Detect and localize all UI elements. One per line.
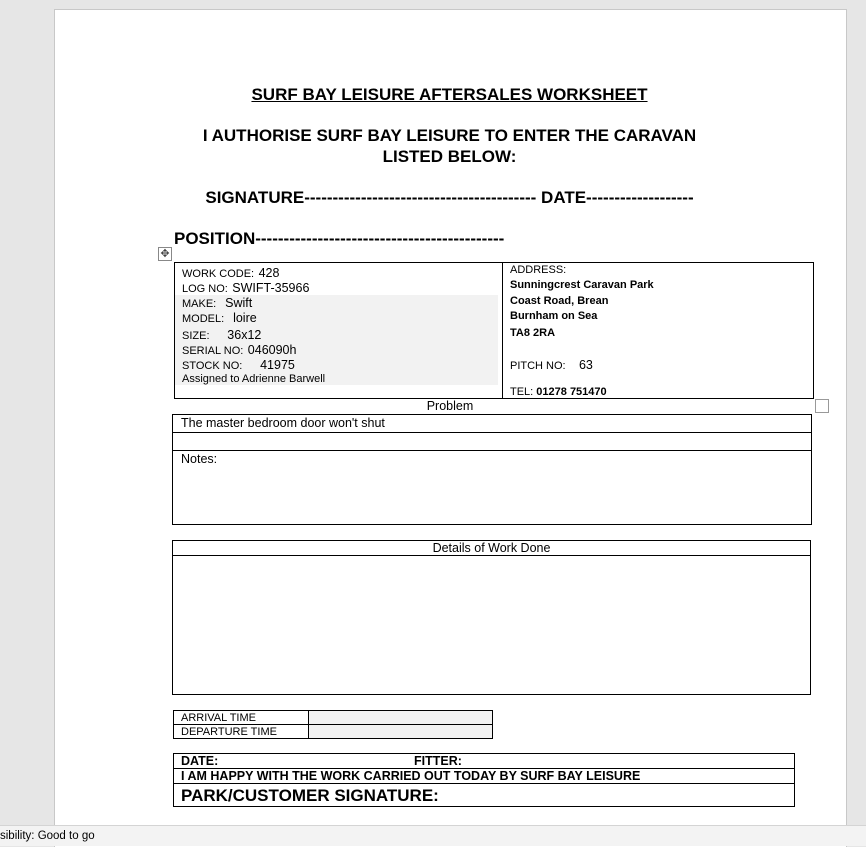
caravan-details-table: [174, 262, 814, 399]
problem-text[interactable]: The master bedroom door won't shut: [181, 416, 385, 430]
address-line-2: Coast Road, Brean: [510, 295, 609, 307]
authorise-line-2: LISTED BELOW:: [382, 147, 517, 166]
authorise-line-1: I AUTHORISE SURF BAY LEISURE TO ENTER THE CARAVAN: [202, 126, 697, 145]
model-row: MODEL: loire: [182, 311, 257, 325]
stock-row: STOCK NO: 41975: [182, 358, 295, 372]
serial-value[interactable]: 046090h: [247, 343, 297, 357]
address-label: ADDRESS:: [510, 264, 567, 276]
status-bar: [0, 825, 866, 846]
assigned-to: Assigned to Adrienne Barwell: [182, 373, 326, 385]
log-no-value[interactable]: SWIFT-35966: [232, 281, 310, 295]
departure-time-field[interactable]: [309, 725, 492, 738]
signature-date-line: SIGNATURE----------------------------------------- DATE-------------------: [205, 188, 694, 207]
make-row: MAKE: Swift: [182, 296, 253, 310]
problem-table: [172, 414, 812, 525]
log-no-row: LOG NO: SWIFT-35966: [182, 281, 310, 295]
work-code-row: WORK CODE: 428: [182, 266, 280, 280]
departure-time-label: DEPARTURE TIME: [181, 726, 277, 738]
arrival-time-label: ARRIVAL TIME: [181, 712, 256, 724]
happy-statement: I AM HAPPY WITH THE WORK CARRIED OUT TODAY BY SURF BAY LEISURE: [181, 769, 641, 783]
stock-value[interactable]: 41975: [260, 358, 295, 372]
work-done-heading: Details of Work Done: [432, 541, 551, 555]
address-line-3: Burnham on Sea: [510, 310, 598, 322]
work-done-body[interactable]: [173, 556, 810, 694]
work-done-table: [172, 540, 811, 695]
date-label: DATE:: [181, 754, 219, 768]
notes-label: Notes:: [181, 452, 218, 466]
work-code-value[interactable]: 428: [258, 266, 280, 280]
size-row: SIZE: 36x12: [182, 328, 262, 342]
table-resize-handle-icon[interactable]: [815, 399, 829, 413]
fitter-label: FITTER:: [414, 754, 462, 768]
table-move-handle-icon[interactable]: ✥: [158, 247, 172, 261]
customer-signature-label: PARK/CUSTOMER SIGNATURE:: [181, 786, 439, 805]
accessibility-status[interactable]: sibility: Good to go: [0, 830, 95, 842]
size-value[interactable]: 36x12: [227, 328, 262, 342]
pitch-row: PITCH NO: 63: [510, 358, 593, 372]
pitch-value[interactable]: 63: [578, 358, 593, 372]
serial-row: SERIAL NO: 046090h: [182, 343, 297, 357]
address-line-4: TA8 2RA: [510, 327, 556, 339]
times-table: [173, 710, 493, 739]
position-line: POSITION--------------------------------------------: [174, 229, 505, 248]
arrival-time-field[interactable]: [309, 711, 492, 724]
make-value[interactable]: Swift: [225, 296, 253, 310]
tel-value: 01278 751470: [536, 386, 607, 398]
model-value[interactable]: loire: [233, 311, 257, 325]
worksheet-title: SURF BAY LEISURE AFTERSALES WORKSHEET: [251, 85, 648, 104]
tel-row: TEL: 01278 751470: [510, 386, 607, 398]
signoff-table: [173, 753, 795, 807]
address-line-1: Sunningcrest Caravan Park: [510, 279, 654, 291]
problem-heading: Problem: [426, 399, 474, 413]
